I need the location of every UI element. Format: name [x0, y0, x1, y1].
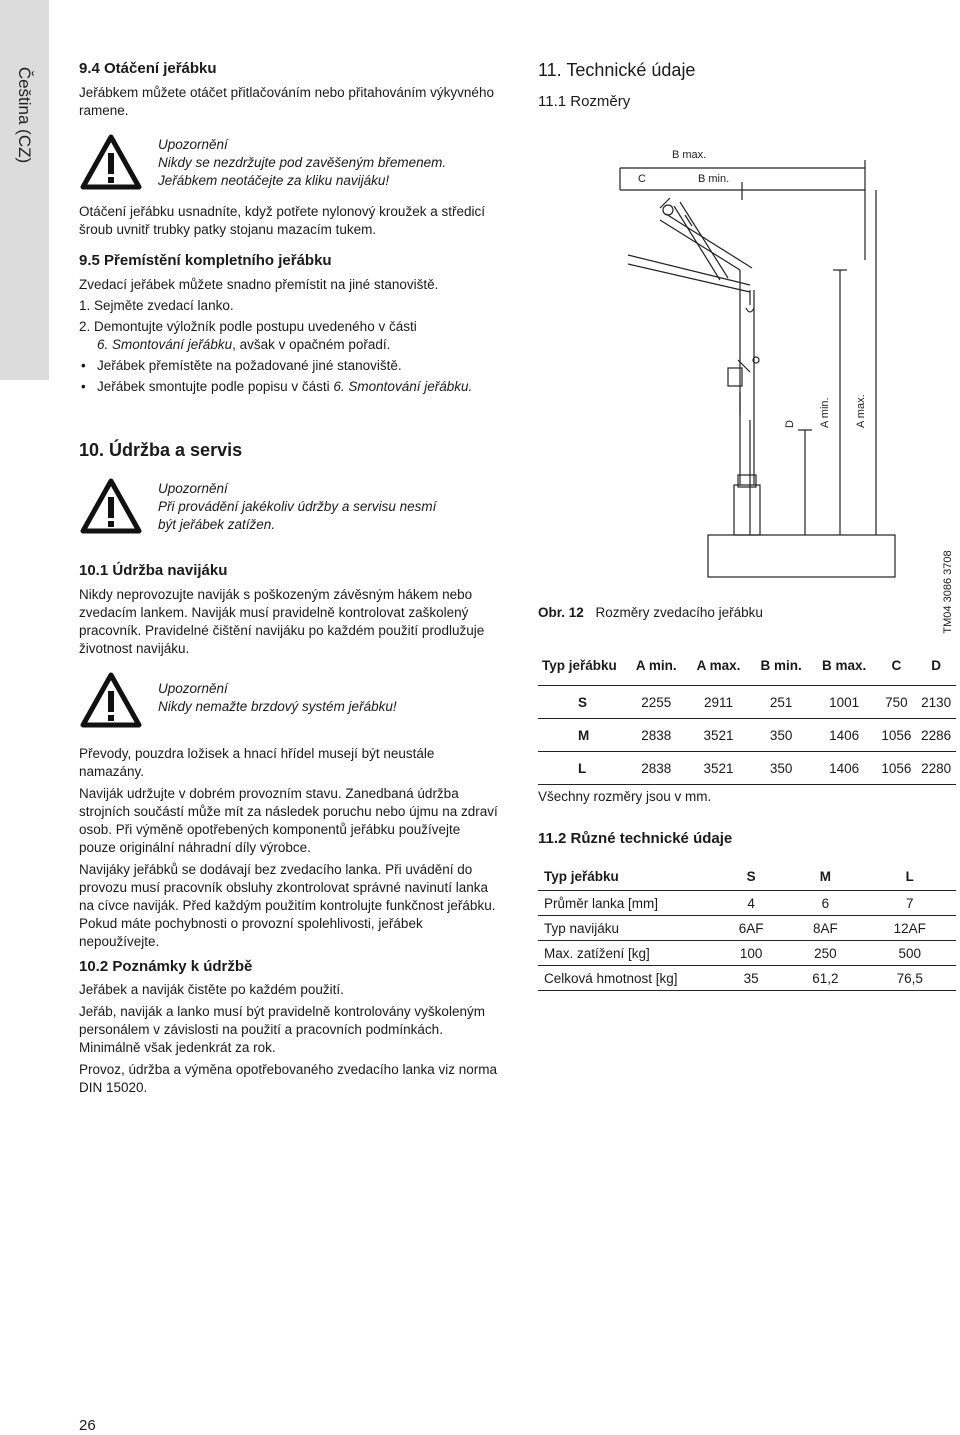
figure-caption [538, 605, 763, 620]
paragraph: Jeřáb, naviják a lanko musí být pravidelně kontrolovány vyškoleným personálem v závislosti na použití a pracovních podmínkách. Minimálně však jedenkrát za rok. [79, 1004, 485, 1055]
dimension-note: Všechny rozměry jsou v mm. [538, 789, 712, 804]
language-tab [0, 0, 49, 380]
cell: 35 [715, 966, 787, 991]
figure-code: TM04 3086 3708 [942, 550, 954, 634]
warning-10-1 [158, 680, 498, 716]
warning-line: být jeřábek zatížen. [158, 517, 276, 532]
cell: 250 [787, 941, 863, 966]
cell: 1056 [877, 752, 917, 785]
col-header: C [877, 645, 917, 686]
cell: 12AF [864, 916, 957, 941]
cell: 2286 [916, 719, 956, 752]
cell: 8AF [787, 916, 863, 941]
step-2-cont [79, 336, 499, 354]
col-header: M [787, 862, 863, 891]
cell: 350 [751, 719, 812, 752]
step-2-rest: , avšak v opačném pořadí. [232, 337, 391, 352]
cell: 6AF [715, 916, 787, 941]
ref-link: 6. Smontování jeřábku [97, 337, 233, 352]
text-9-5-intro: Zvedací jeřábek můžete snadno přemístit na jiné stanoviště. [79, 277, 439, 292]
text-9-4-grease: Otáčení jeřábku usnadníte, když potřete nylonový kroužek a středicí šroub uvnitř trubky patky stojanu mazacím tukem. [79, 204, 485, 237]
warning-9-4 [158, 136, 498, 190]
cell: 76,5 [864, 966, 957, 991]
heading-9-4: 9.4 Otáčení jeřábku [79, 60, 217, 77]
heading-10-2: 10.2 Poznámky k údržbě [79, 958, 253, 975]
label-amax: A max. [855, 394, 867, 428]
cell: 251 [751, 686, 812, 719]
paragraph: Provoz, údržba a výměna opotřebovaného zvedacího lanka viz norma DIN 15020. [79, 1062, 497, 1095]
bullet-text: Jeřábek smontujte podle popisu v části [97, 379, 330, 394]
cell: 1406 [812, 719, 877, 752]
paragraph: Jeřábek a naviják čistěte po každém použití. [79, 982, 344, 997]
col-header: S [715, 862, 787, 891]
cell: 3521 [686, 752, 750, 785]
cell: 2838 [626, 752, 686, 785]
cell: 500 [864, 941, 957, 966]
warning-triangle-icon [80, 672, 142, 728]
list-item [97, 378, 499, 396]
col-header: Typ jeřábku [538, 862, 715, 891]
list-item: • Jeřábek přemístěte na požadované jiné stanoviště. [97, 357, 499, 375]
col-header: A max. [686, 645, 750, 686]
cell: Typ navijáku [538, 916, 715, 941]
warning-10 [158, 480, 498, 534]
heading-10-1: 10.1 Údržba navijáku [79, 562, 228, 579]
text-9-4: Jeřábkem můžete otáčet přitlačováním nebo přitahováním výkyvného ramene. [79, 85, 494, 118]
cell: 100 [715, 941, 787, 966]
section-10-1-body [79, 745, 499, 951]
section-9-5 [79, 252, 499, 396]
col-header: D [916, 645, 956, 686]
table-row [538, 719, 956, 752]
bullet-list [79, 357, 499, 396]
paragraph: Navijáky jeřábků se dodávají bez zvedacího lanka. Při uvádění do provozu musí pracovník obsluhy zkontrolovat správné navinutí lanka na cívce naviják. Před každým použitím kontrolujte funkčnost jeřábku. Pokud máte pochybnosti o provozní spolehlivosti, jeřábek nepoužívejte. [79, 862, 496, 949]
cell: 2280 [916, 752, 956, 785]
warning-triangle-icon [80, 134, 142, 190]
cell: S [538, 686, 626, 719]
page-number: 26 [79, 1417, 96, 1434]
section-10-1 [79, 562, 499, 658]
label-c: C [638, 173, 646, 185]
cell: 750 [877, 686, 917, 719]
label-amin: A min. [819, 397, 831, 428]
table-row [538, 916, 956, 941]
heading-10: 10. Údržba a servis [79, 440, 243, 460]
cell: 1001 [812, 686, 877, 719]
col-header: L [864, 862, 957, 891]
cell: 2911 [686, 686, 750, 719]
caption-text: Rozměry zvedacího jeřábku [595, 605, 763, 620]
warning-title: Upozornění [158, 137, 228, 152]
cell: 6 [787, 891, 863, 916]
section-10-2 [79, 958, 499, 1097]
table-row [538, 686, 956, 719]
table-row [538, 752, 956, 785]
cell: Průměr lanka [mm] [538, 891, 715, 916]
col-header: B min. [751, 645, 812, 686]
caption-number: Obr. 12 [538, 605, 584, 620]
text-10-1: Nikdy neprovozujte naviják s poškozeným závěsným hákem nebo zvedacím lankem. Naviják musí pravidelně kontrolovat zaškolený pracovník. Pravidelné čištění navijáku po každém použití prodlužuje životnost navijáku. [79, 587, 485, 656]
language-label: Čeština (CZ) [15, 66, 34, 164]
cell: Celková hmotnost [kg] [538, 966, 715, 991]
warning-line: Nikdy nemažte brzdový systém jeřábku! [158, 699, 397, 714]
col-header: B max. [812, 645, 877, 686]
heading-11: 11. Technické údaje [538, 60, 696, 80]
cell: 1406 [812, 752, 877, 785]
warning-line: Jeřábkem neotáčejte za kliku navijáku! [158, 173, 390, 188]
dimension-table [538, 645, 956, 785]
paragraph: Převody, pouzdra ložisek a hnací hřídel musejí být neustále namazány. [79, 746, 435, 779]
crane-dimension-diagram [600, 140, 900, 580]
cell: 3521 [686, 719, 750, 752]
cell: 61,2 [787, 966, 863, 991]
cell: L [538, 752, 626, 785]
table-row [538, 891, 956, 916]
step-2: 2. Demontujte výložník podle postupu uvedeného v části [79, 319, 417, 334]
step-1: 1. Sejměte zvedací lanko. [79, 298, 234, 313]
cell: 2838 [626, 719, 686, 752]
col-header: Typ jeřábku [538, 645, 626, 686]
warning-triangle-icon [80, 478, 142, 534]
col-header: A min. [626, 645, 686, 686]
section-11 [538, 60, 695, 110]
cell: 2255 [626, 686, 686, 719]
heading-11-2: 11.2 Různé technické údaje [538, 830, 733, 847]
section-9-4 [79, 60, 499, 120]
warning-line: Při provádění jakékoliv údržby a servisu nesmí [158, 499, 437, 514]
cell: 2130 [916, 686, 956, 719]
warning-title: Upozornění [158, 681, 228, 696]
heading-11-1: 11.1 Rozměry [538, 93, 631, 110]
warning-title: Upozornění [158, 481, 228, 496]
cell: 350 [751, 752, 812, 785]
warning-line: Nikdy se nezdržujte pod zavěšeným břemenem. [158, 155, 447, 170]
ref-link: 6. Smontování jeřábku. [333, 379, 473, 394]
cell: 4 [715, 891, 787, 916]
tech-table [538, 862, 956, 991]
heading-9-5: 9.5 Přemístění kompletního jeřábku [79, 252, 332, 269]
cell: 7 [864, 891, 957, 916]
label-d: D [784, 420, 796, 428]
cell: M [538, 719, 626, 752]
label-bmax: B max. [672, 149, 707, 161]
label-bmin: B min. [698, 173, 730, 185]
table-row [538, 966, 956, 991]
paragraph: Naviják udržujte v dobrém provozním stavu. Zanedbaná údržba strojních součástí může mít za následek poruchu nebo újmu na zdraví osob. Při výměně opotřebených komponentů jeřábku používejte pouze originální náhradní díly výrobce. [79, 786, 498, 855]
cell: Max. zatížení [kg] [538, 941, 715, 966]
table-row [538, 941, 956, 966]
cell: 1056 [877, 719, 917, 752]
